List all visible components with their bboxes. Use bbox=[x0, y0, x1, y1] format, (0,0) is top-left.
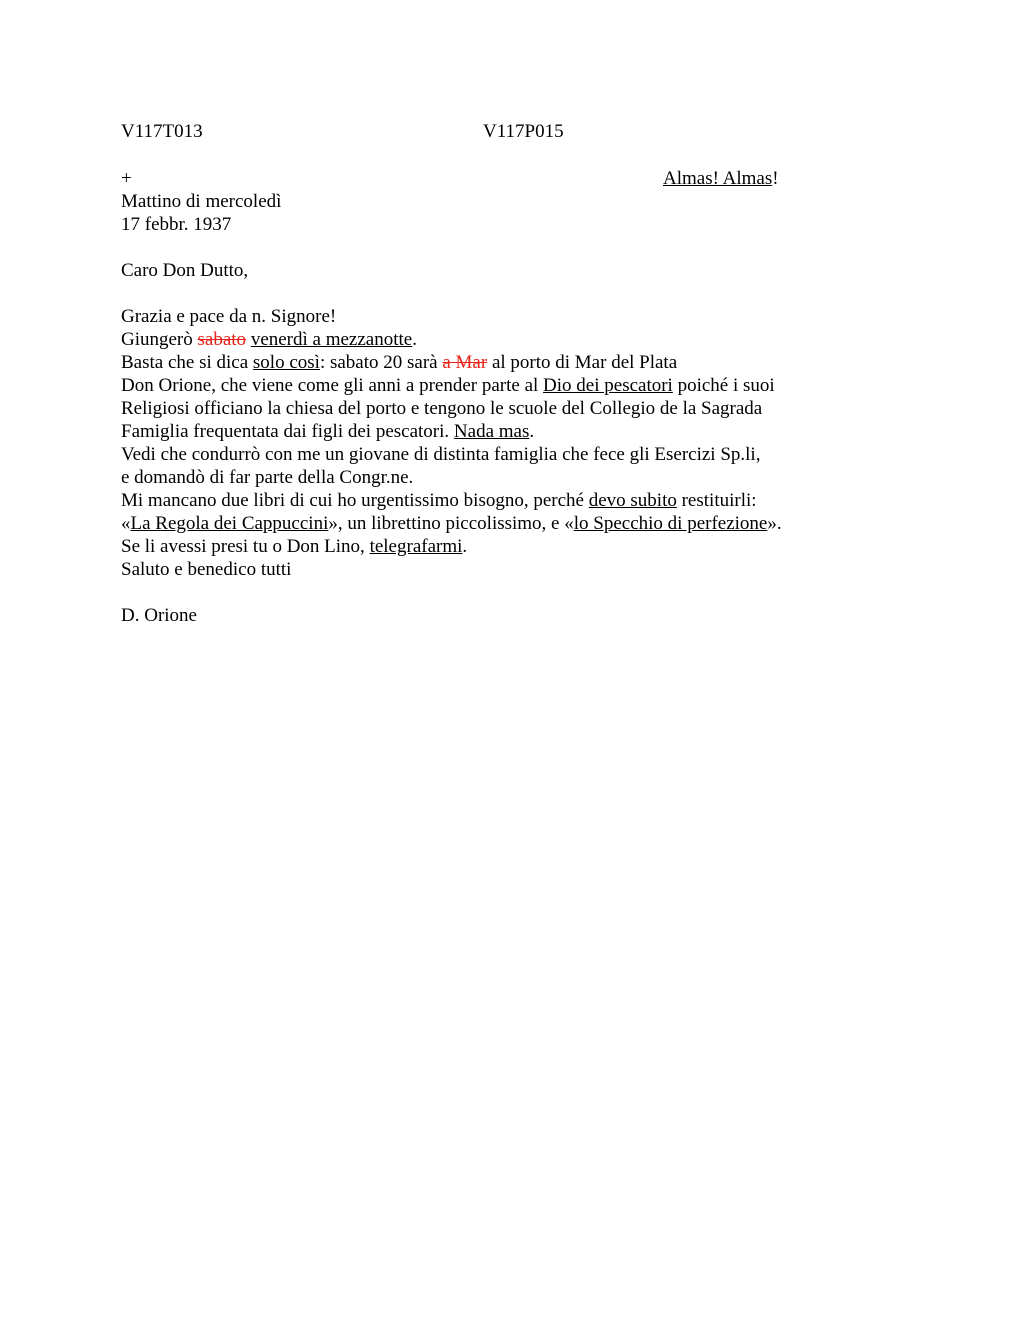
text-run: Mi mancano due libri di cui ho urgentissimo bisogno, perché bbox=[121, 490, 589, 511]
deleted-text: sabato bbox=[197, 329, 247, 350]
body-line-libri bbox=[121, 489, 841, 512]
underlined-text: venerdì a mezzanotte bbox=[250, 329, 413, 350]
text-run: . bbox=[462, 536, 468, 557]
letter-body bbox=[121, 167, 841, 627]
text-run: Basta che si dica bbox=[121, 352, 253, 373]
underlined-text: Dio dei pescatori bbox=[543, 375, 673, 396]
salutation: Caro Don Dutto, bbox=[121, 260, 249, 281]
almas-underlined: Almas! Almas bbox=[663, 168, 773, 189]
document-code-left: V117T013 bbox=[121, 121, 203, 142]
body-line-religiosi: Religiosi officiano la chiesa del porto e tengono le scuole del Collegio de la Sagrada bbox=[121, 398, 763, 419]
text-run: al porto di Mar del Plata bbox=[487, 352, 678, 373]
text-run: », un librettino piccolissimo, e « bbox=[328, 513, 574, 534]
date-line-weekday: Mattino di mercoledì bbox=[121, 191, 282, 212]
spacer bbox=[121, 236, 841, 259]
date-line-date: 17 febbr. 1937 bbox=[121, 214, 232, 235]
signature: D. Orione bbox=[121, 605, 197, 626]
underlined-text: devo subito bbox=[588, 490, 677, 511]
deleted-text: a Mar bbox=[442, 352, 488, 373]
underlined-text: solo così bbox=[252, 352, 320, 373]
greeting: Grazia e pace da n. Signore! bbox=[121, 306, 337, 327]
text-run: restituirli: bbox=[676, 490, 757, 511]
body-line-titoli bbox=[121, 512, 841, 535]
spacer bbox=[121, 282, 841, 305]
text-run: Famiglia frequentata dai figli dei pescatori. bbox=[121, 421, 454, 442]
underlined-text: telegrafarmi bbox=[369, 536, 463, 557]
letter-header-row bbox=[121, 167, 841, 190]
underlined-text: La Regola dei Cappuccini bbox=[130, 513, 329, 534]
text-run: Don Orione, che viene come gli anni a prender parte al bbox=[121, 375, 544, 396]
almas-exclamation: ! bbox=[772, 168, 779, 189]
text-run: ». bbox=[767, 513, 782, 534]
body-line-arrival bbox=[121, 328, 841, 351]
document-code-right: V117P015 bbox=[483, 121, 564, 142]
body-line-port bbox=[121, 351, 841, 374]
text-run: . bbox=[412, 329, 417, 350]
almas-heading bbox=[663, 167, 779, 190]
body-line-telegrafarmi bbox=[121, 535, 841, 558]
text-run: « bbox=[121, 513, 131, 534]
body-line-giovane: Vedi che condurrò con me un giovane di distinta famiglia che fece gli Esercizi Sp.li, bbox=[121, 444, 761, 465]
spacer bbox=[121, 581, 841, 604]
text-run: : sabato 20 sarà bbox=[319, 352, 443, 373]
closing-line: Saluto e benedico tutti bbox=[121, 559, 292, 580]
text-run: Se li avessi presi tu o Don Lino, bbox=[121, 536, 370, 557]
text-run: Giungerò bbox=[121, 329, 198, 350]
body-line-congregazione: e domandò di far parte della Congr.ne. bbox=[121, 467, 414, 488]
body-line-famiglia bbox=[121, 420, 841, 443]
underlined-text: Nada mas bbox=[453, 421, 530, 442]
text-run: poiché i suoi bbox=[672, 375, 775, 396]
text-run: . bbox=[529, 421, 535, 442]
cross-mark: + bbox=[121, 168, 132, 189]
body-line-don-orione bbox=[121, 374, 841, 397]
underlined-text: lo Specchio di perfezione bbox=[573, 513, 768, 534]
